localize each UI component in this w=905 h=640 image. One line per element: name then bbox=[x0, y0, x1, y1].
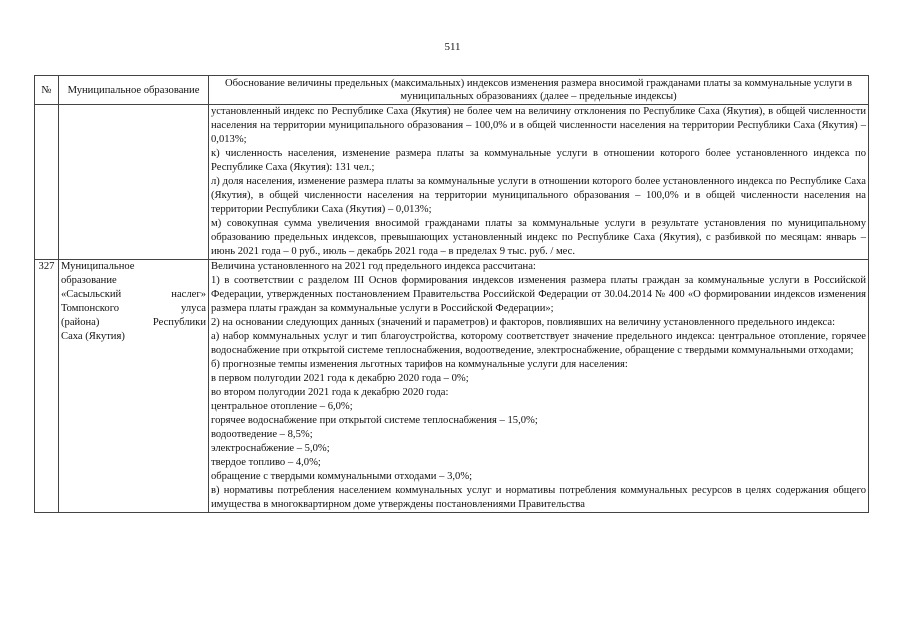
paragraph: 1) в соответствии с разделом III Основ формирования индексов изменения размера платы граждан за коммунальные услуги в Российской Федерации, утвержденных постановлением Правительства Российской Федерации от 30.04.2014 № 400 «О формировании индексов изменения размера платы граждан за коммунальные услуги в Российской Федерации»; bbox=[211, 275, 866, 314]
municipality-line: Муниципальное bbox=[61, 261, 135, 272]
paragraph: твердое топливо – 4,0%; bbox=[211, 457, 321, 468]
table-row-continued bbox=[35, 105, 869, 260]
indices-table bbox=[34, 75, 869, 513]
municipality-name bbox=[59, 260, 209, 513]
municipality-line: «Сасыльский наслег» bbox=[61, 289, 206, 300]
paragraph: электроснабжение – 5,0%; bbox=[211, 443, 330, 454]
cell-number-empty bbox=[35, 105, 59, 260]
paragraph: м) совокупная сумма увеличения вносимой гражданами платы за коммунальные услуги в результате установления по муниципальному образованию предельных индексов, превышающих установленный индекс по Республике Саха (Якутия), с разбивкой по месяцам: январь – июнь 2021 года – 0 руб., июль – декабрь 2021 года – в пределах 9 тыс. руб. / мес. bbox=[211, 218, 866, 257]
municipality-line: Томпонского улуса bbox=[61, 303, 206, 314]
paragraph: б) прогнозные темпы изменения льготных тарифов на коммунальные услуги для населения: bbox=[211, 359, 628, 370]
header-basis: Обоснование величины предельных (максимальных) индексов изменения размера вносимой гражданами платы за коммунальные услуги в муниципальных образованиях (далее – предельные индексы) bbox=[209, 76, 869, 105]
paragraph: водоотведение – 8,5%; bbox=[211, 429, 313, 440]
paragraph: Величина установленного на 2021 год предельного индекса рассчитана: bbox=[211, 261, 536, 272]
page-number: 511 bbox=[444, 41, 461, 53]
paragraph: 2) на основании следующих данных (значений и параметров) и факторов, повлиявших на величину установленного предельного индекса: bbox=[211, 317, 836, 328]
paragraph: л) доля населения, изменение размера платы за коммунальные услуги в отношении которого более установленного индекса по Республике Саха (Якутия), в общей численности населения на территории муниципального образования – 100,0% и в общей численности населения на территории Республики Саха (Якутия) – 0,013%; bbox=[211, 176, 866, 215]
paragraph: центральное отопление – 6,0%; bbox=[211, 401, 353, 412]
municipality-line: Саха (Якутия) bbox=[61, 331, 125, 342]
paragraph: горячее водоснабжение при открытой системе теплоснабжения – 15,0%; bbox=[211, 415, 538, 426]
paragraph: в первом полугодии 2021 года к декабрю 2020 года – 0%; bbox=[211, 373, 469, 384]
header-number: № bbox=[35, 76, 59, 105]
paragraph: а) набор коммунальных услуг и тип благоустройства, которому соответствует значение предельного индекса: центральное отопление, горячее водоснабжение при открытой системе теплоснабжения, водоотведение, электроснабжение, обращение с твердыми коммунальными отходами; bbox=[211, 331, 866, 356]
cell-basis-continued bbox=[209, 105, 869, 260]
paragraph: в) нормативы потребления населением коммунальных услуг и нормативы потребления коммунальных ресурсов в целях содержания общего имущества в многоквартирном доме утверждены постановлениями Правительства bbox=[211, 485, 866, 510]
cell-municipality-empty bbox=[59, 105, 209, 260]
table-header-row bbox=[35, 76, 869, 105]
cell-basis-327 bbox=[209, 260, 869, 513]
paragraph: обращение с твердыми коммунальными отходами – 3,0%; bbox=[211, 471, 473, 482]
paragraph: во втором полугодии 2021 года к декабрю 2020 года: bbox=[211, 387, 449, 398]
header-municipality: Муниципальное образование bbox=[59, 76, 209, 105]
paragraph: к) численность населения, изменение размера платы за коммунальные услуги в отношении которого более установленного индекса по Республике Саха (Якутия): 131 чел.; bbox=[211, 148, 866, 173]
table-row-327 bbox=[35, 260, 869, 513]
row-number: 327 bbox=[35, 260, 59, 513]
municipality-line: (района) Республики bbox=[61, 317, 206, 328]
paragraph: установленный индекс по Республике Саха (Якутия) не более чем на величину отклонения по Республике Саха (Якутия), в общей численности населения на территории муниципального образования – 100,0% и в общей численности населения на территории Республики Саха (Якутия) – 0,013%; bbox=[211, 106, 866, 145]
municipality-line: образование bbox=[61, 275, 117, 286]
